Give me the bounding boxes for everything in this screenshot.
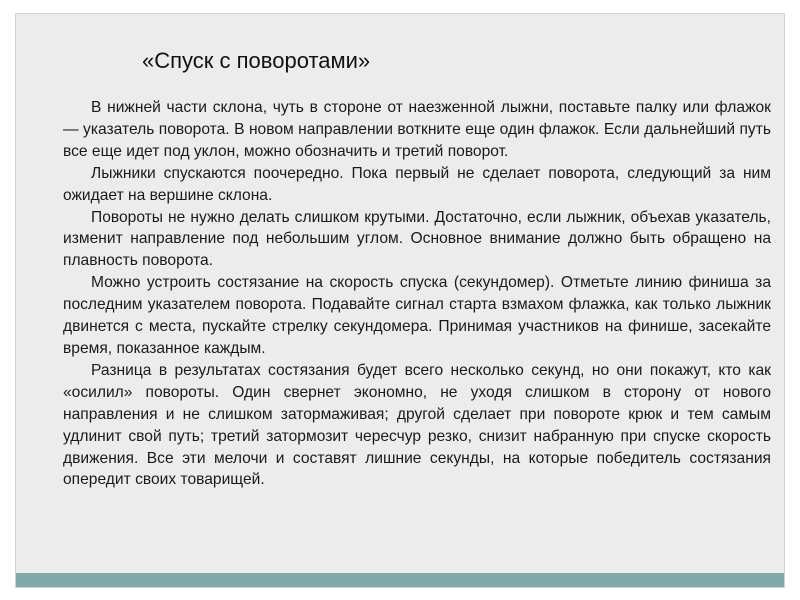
accent-bar (16, 573, 784, 587)
paragraph: Повороты не нужно делать слишком крутыми. Достаточно, если лыжник, объехав указатель, изменит направление под небольшим углом. Основное внимание должно быть обращено на плавность поворота. (63, 208, 771, 270)
paragraph: Разница в результатах состязания будет всего несколько секунд, но они покажут, кто как «осилил» повороты. Один свернет экономно, не уходя слишком в сторону от нового направления и не слишком затормаживая; другой сделает при повороте крюк и тем самым удлинит свой путь; третий затормозит чересчур резко, снизит набранную при спуске скорость движения. Все эти мелочи и составят лишние секунды, на которые победитель состязания опередит своих товарищей. (63, 361, 771, 489)
paragraph: В нижней части склона, чуть в стороне от наезженной лыжни, поставьте палку или флажок — указатель поворота. В новом направлении воткните еще один флажок. Если дальнейший путь все еще идет под уклон, можно обозначить и третий поворот. (63, 99, 771, 160)
paragraph: Лыжники спускаются поочередно. Пока первый не сделает поворота, следующий за ним ожидает на вершине склона. (63, 164, 771, 204)
slide-body (63, 97, 771, 491)
paragraph: Можно устроить состязание на скорость спуска (секундомер). Отметьте линию финиша за последним указателем поворота. Подавайте сигнал старта взмахом флажка, как только лыжник двинется с места, пускайте стрелку секундомера. Принимая участников на финише, засекайте время, показанное каждым. (63, 274, 771, 357)
slide-title: «Спуск с поворотами» (142, 48, 371, 73)
slide (15, 13, 785, 588)
